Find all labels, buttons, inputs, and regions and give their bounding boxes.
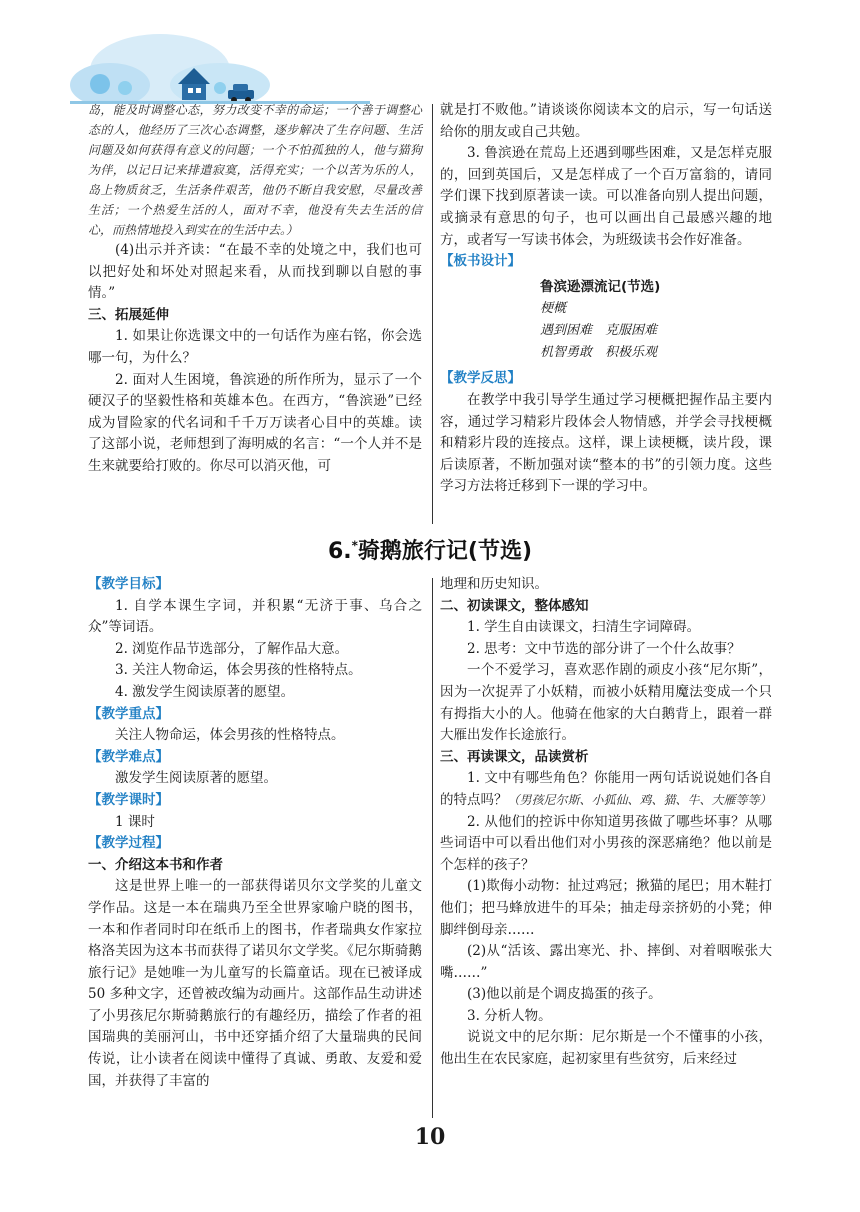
board-design (540, 277, 772, 365)
bottom-left-column (88, 574, 422, 1092)
reflection-tag: 【教学反思】 (440, 370, 521, 387)
goal-item: 1. 自学本课生字词，并积累“无济于事、乌合之众”等词语。 (88, 597, 422, 636)
key-points-tag: 【教学重点】 (88, 705, 169, 722)
section-heading: 二、初读课文，整体感知 (440, 597, 589, 614)
header-illustration (70, 30, 370, 104)
goal-item: 2. 浏览作品节选部分，了解作品大意。 (115, 640, 349, 657)
question-item: 2. 从他们的控诉中你知道男孩做了哪些坏事？从哪些词语中可以看出他们对小男孩的深恶痛绝？他以前是个怎样的孩子？ (440, 813, 772, 873)
question-3: 3. 鲁滨逊在荒岛上还遇到哪些困难，又是怎样克服的，回到英国后，又是怎样成了一个百万富翁的，请同学们课下找到原著读一读。可以准备向别人提出问题，或摘录有意思的句子，也可以画出自己最感兴趣的地方，或者写一写读书体会，为班级读书会作好准备。 (440, 145, 772, 248)
difficulty-tag: 【教学难点】 (88, 748, 169, 765)
lesson-title-text: 骑鹅旅行记(节选) (357, 539, 533, 564)
lesson-mark: * (351, 538, 358, 553)
board-line: 机智勇敢 积极乐观 (540, 345, 658, 361)
top-right-column (440, 100, 772, 498)
class-hours-text: 1 课时 (115, 813, 155, 830)
class-hours-tag: 【教学课时】 (88, 791, 169, 808)
question-2: 2. 面对人生困境，鲁滨逊的所作所为，显示了一个硬汉子的坚毅性格和英雄本色。在西方，“鲁滨逊”已经成为冒险家的代名词和千千万万读者心目中的英雄。读了这部小说，老师想到了海明威的名言：“一个人并不是生来就要给打败的。你尽可以消灭他，可 (88, 371, 422, 474)
goal-item: 4. 激发学生阅读原著的愿望。 (115, 683, 295, 700)
continuation-paragraph: 地理和历史知识。 (440, 576, 548, 592)
goals-tag: 【教学目标】 (88, 576, 169, 592)
question-text: 1. 文中有哪些角色？你能用一两句话说说她们各自的特点吗？ (440, 770, 772, 808)
section-heading: 一、介绍这本书和作者 (88, 856, 223, 873)
board-title: 鲁滨逊漂流记(节选) (540, 278, 661, 295)
board-design-tag: 【板书设计】 (440, 253, 521, 270)
process-tag: 【教学过程】 (88, 835, 169, 852)
quote-paragraph: (4)出示并齐读：“在最不幸的处境之中，我们也可以把好处和坏处对照起来看，从而找到聊以自慰的事情。” (88, 242, 422, 302)
lesson-number: 6. (327, 539, 352, 564)
section-heading: 三、拓展延伸 (88, 306, 169, 323)
goal-item: 3. 关注人物命运，体会男孩的性格特点。 (115, 662, 362, 679)
column-divider (432, 104, 433, 524)
tree-icon (118, 81, 132, 95)
bottom-right-column (440, 574, 772, 1071)
top-left-column (88, 100, 422, 478)
answer-paragraph: 岛，能及时调整心态，努力改变不幸的命运；一个善于调整心态的人，他经历了三次心态调整，逐步解决了生存问题、生活问题及如何获得有意义的问题；一个不怕孤独的人，他与猫狗为伴，以记日记来排遣寂寞，活得充实；一个以苦为乐的人，岛上物质贫乏，生活条件艰苦，他仍不断自我安慰，尽量改善生活；一个热爱生活的人，面对不幸，他没有失去生活的信心，而热情地投入到实在的生活中去。） (88, 103, 422, 237)
step-item: 2. 思考：文中节选的部分讲了一个什么故事？ (467, 640, 741, 657)
answer-item: (2)从“活该、露出寒光、扑、摔倒、对着咽喉张大嘴……” (440, 943, 772, 981)
reflection-paragraph: 在教学中我引导学生通过学习梗概把握作品主要内容，通过学习精彩片段体会人物情感，并学会寻找梗概和精彩片段的连接点。这样，课上读梗概，读片段，课后读原著，不断加强对读“整本的书”的引领力度。这些学习方法将迁移到下一课的学习中。 (440, 391, 772, 495)
key-points-text: 关注人物命运，体会男孩的性格特点。 (115, 727, 345, 744)
lesson-title (0, 534, 860, 565)
tree-icon (214, 82, 226, 94)
continuation-paragraph: 就是打不败他。”请谈谈你阅读本文的启示，写一句话送给你的朋友或自己共勉。 (440, 102, 772, 140)
page-number: 10 (414, 1124, 446, 1150)
step-item: 1. 学生自由读课文，扫清生字词障碍。 (467, 619, 701, 636)
intro-paragraph: 这是世界上唯一的一部获得诺贝尔文学奖的儿童文学作品。这是一本在瑞典乃至全世界家喻户晓的图书，一本和作者同时印在纸币上的图书，作者瑞典女作家拉格洛芙因为这本书而获得了诺贝尔文学奖。《尼尔斯骑鹅旅行记》是她唯一为儿童写的长篇童话。现在已被译成 50 多种文字，还曾被改编为动画片。这部作品生动讲述了小男孩尼尔斯骑鹅旅行的有趣经历，描绘了作者的祖国瑞典的美丽河山，书中还穿插介绍了大量瑞典的民间传说，让小读者在阅读中懂得了真诚、勇敢、友爱和爱国，并获得了丰富的 (88, 878, 422, 1089)
answer-item: (1)欺侮小动物：扯过鸡冠；揪猫的尾巴；用木鞋打他们；把马蜂放进牛的耳朵；抽走母亲挤奶的小凳；伸脚绊倒母亲…… (440, 878, 772, 938)
story-summary: 一个不爱学习，喜欢恶作剧的顽皮小孩“尼尔斯”，因为一次捉弄了小妖精，而被小妖精用魔法变成一个只有拇指大小的人。他骑在他家的大白鹅背上，跟着一群大雁出发作长途旅行。 (440, 662, 772, 744)
answer-item: (3)他以前是个调皮捣蛋的孩子。 (467, 986, 662, 1003)
difficulty-text: 激发学生阅读原著的愿望。 (115, 770, 277, 787)
board-line: 梗概 (540, 301, 567, 317)
section-heading: 三、再读课文，品读赏析 (440, 748, 589, 765)
board-line: 遇到困难 克服困难 (540, 323, 658, 339)
character-analysis: 说说文中的尼尔斯：尼尔斯是一个不懂事的小孩，他出生在农民家庭，起初家里有些贫穷，后来经过 (440, 1029, 772, 1068)
step-item: 3. 分析人物。 (467, 1007, 552, 1024)
column-divider (432, 578, 433, 1118)
question-item (440, 768, 772, 811)
tree-icon (90, 74, 110, 94)
question-1: 1. 如果让你选课文中的一句话作为座右铭，你会选哪一句，为什么？ (88, 328, 422, 366)
answer-text: （男孩尼尔斯、小狐仙、鸡、猫、牛、大雁等等） (507, 792, 772, 807)
